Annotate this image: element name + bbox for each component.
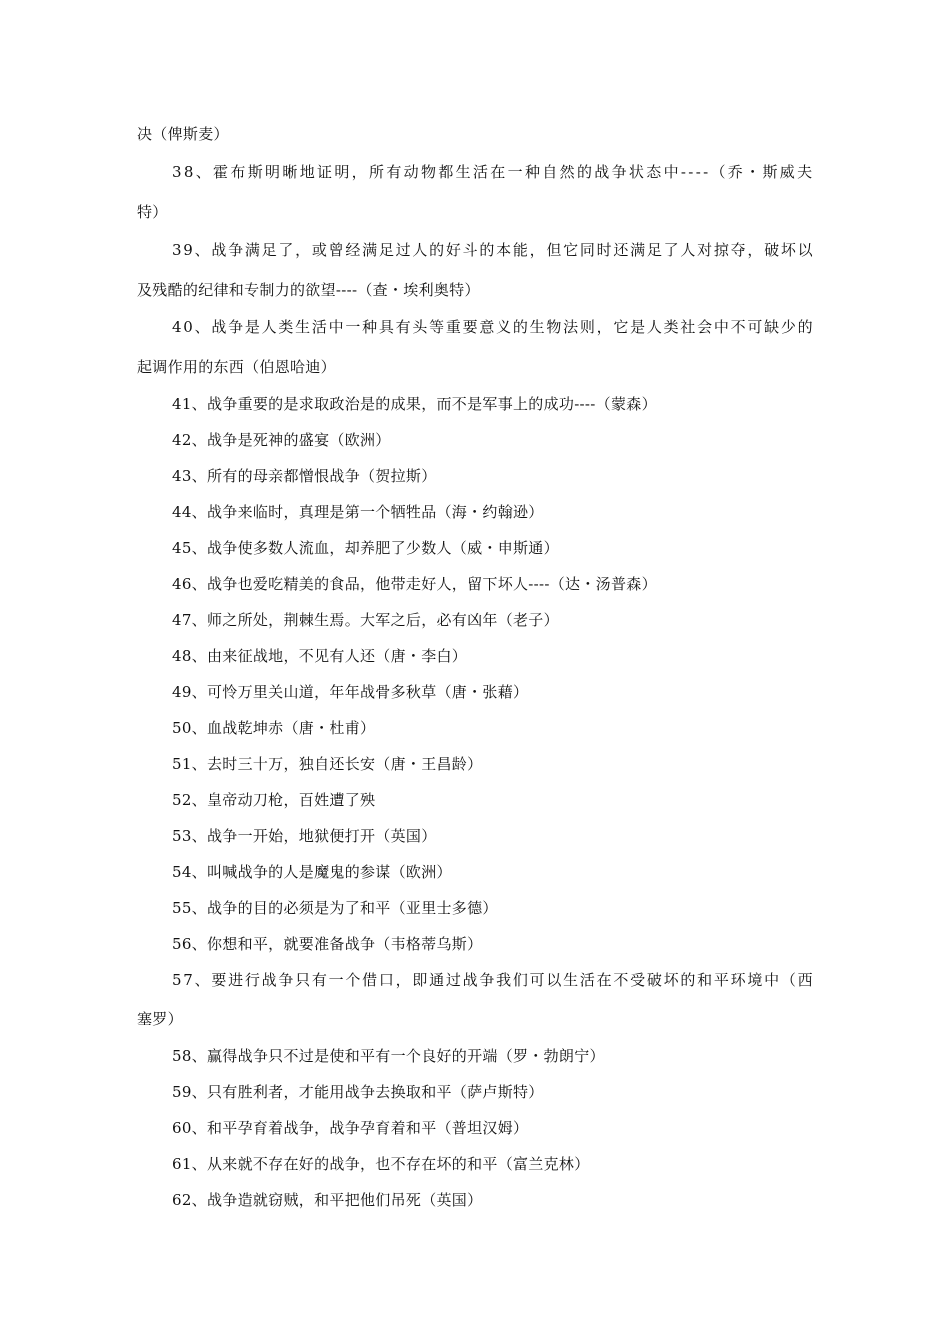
text-line: 49、可怜万里关山道，年年战骨多秋草（唐・张藉）: [172, 683, 529, 701]
text-line: 3 8 、 霍 布 斯 明 晰 地 证 明 ， 所 有 动 物 都 生 活 在 一 种 自 然 的 战 争 状 态 中 - - - - （ 乔 ・ 斯 威 夫: [172, 163, 813, 181]
text-line: 58、赢得战争只不过是使和平有一个良好的开端（罗・勃朗宁）: [172, 1047, 605, 1065]
text-line: 59、只有胜利者，才能用战争去换取和平（萨卢斯特）: [172, 1083, 544, 1101]
text-line: 塞罗）: [137, 1010, 183, 1028]
text-line: 42、战争是死神的盛宴（欧洲）: [172, 431, 391, 449]
text-line: 4 0 、 战 争 是 人 类 生 活 中 一 种 具 有 头 等 重 要 意 义 的 生 物 法 则 ， 它 是 人 类 社 会 中 不 可 缺 少 的: [172, 318, 813, 336]
text-line: 53、战争一开始，地狱便打开（英国）: [172, 827, 437, 845]
text-line: 56、你想和平，就要准备战争（韦格蒂乌斯）: [172, 935, 483, 953]
text-line: 48、由来征战地，不见有人还（唐・李白）: [172, 647, 468, 665]
text-line: 45、战争使多数人流血，却养肥了少数人（威・申斯通）: [172, 539, 559, 557]
text-line: 3 9 、 战 争 满 足 了 ， 或 曾 经 满 足 过 人 的 好 斗 的 本 能 ， 但 它 同 时 还 满 足 了 人 对 掠 夺 ， 破 坏 以: [172, 241, 813, 259]
text-line: 55、战争的目的必须是为了和平（亚里士多德）: [172, 899, 498, 917]
text-line: 54、叫喊战争的人是魔鬼的参谋（欧洲）: [172, 863, 452, 881]
text-line: 50、血战乾坤赤（唐・杜甫）: [172, 719, 376, 737]
text-line: 62、战争造就窃贼，和平把他们吊死（英国）: [172, 1191, 483, 1209]
text-line: 41、战争重要的是求取政治是的成果，而不是军事上的成功----（蒙森）: [172, 395, 657, 413]
text-line: 起调作用的东西（伯恩哈迪）: [137, 358, 336, 376]
text-line: 及残酷的纪律和专制力的欲望----（查・埃利奥特）: [137, 281, 480, 299]
text-line: 52、皇帝动刀枪，百姓遭了殃: [172, 791, 376, 809]
text-line: 47、师之所处，荆棘生焉。大军之后，必有凶年（老子）: [172, 611, 559, 629]
text-line: 60、和平孕育着战争，战争孕育着和平（普坦汉姆）: [172, 1119, 529, 1137]
text-line: 51、去时三十万，独自还长安（唐・王昌龄）: [172, 755, 483, 773]
text-line: 决（俾斯麦）: [137, 125, 229, 143]
text-line: 43、所有的母亲都憎恨战争（贺拉斯）: [172, 467, 437, 485]
text-line: 5 7 、 要 进 行 战 争 只 有 一 个 借 口 ， 即 通 过 战 争 我 们 可 以 生 活 在 不 受 破 坏 的 和 平 环 境 中 （ 西: [172, 971, 813, 989]
text-line: 61、从来就不存在好的战争，也不存在坏的和平（富兰克林）: [172, 1155, 590, 1173]
text-line: 44、战争来临时，真理是第一个牺牲品（海・约翰逊）: [172, 503, 544, 521]
text-line: 46、战争也爱吃精美的食品，他带走好人，留下坏人----（达・汤普森）: [172, 575, 657, 593]
text-line: 特）: [137, 203, 168, 221]
